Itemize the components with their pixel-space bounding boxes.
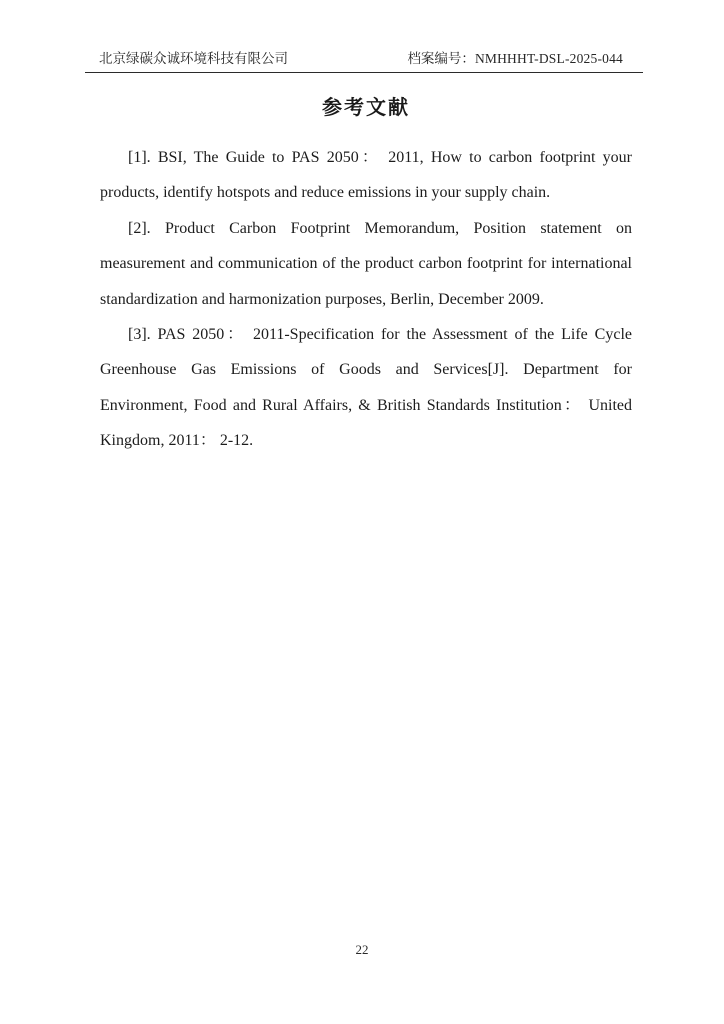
header-divider <box>85 72 643 73</box>
page-footer <box>0 942 724 958</box>
company-name: 北京绿碳众诚环境科技有限公司 <box>99 51 288 66</box>
doc-number-value: NMHHHT-DSL-2025-044 <box>474 51 623 66</box>
page-header <box>99 50 623 68</box>
section-title: 参考文献 <box>322 97 410 119</box>
reference-item-2: [2]. Product Carbon Footprint Memorandum, Position statement on measurement and communication of the product carbon footprint for international standardization and harmonization purposes, Berlin, December 2009. <box>100 219 632 308</box>
doc-number-label: 档案编号： <box>407 51 475 66</box>
reference-item-3: [3]. PAS 2050： 2011-Specification for the Assessment of the Life Cycle Greenhouse Gas Emissions of Goods and Services[J]. Department for Environment, Food and Rural Affairs, & British Standards Institution： United Kingdom, 2011： 2-12. <box>100 326 632 450</box>
page-number: 22 <box>355 942 369 957</box>
doc-number <box>407 50 623 68</box>
document-body <box>100 94 632 459</box>
reference-item-1: [1]. BSI, The Guide to PAS 2050： 2011, How to carbon footprint your products, identify hotspots and reduce emissions in your supply chain. <box>100 149 632 202</box>
